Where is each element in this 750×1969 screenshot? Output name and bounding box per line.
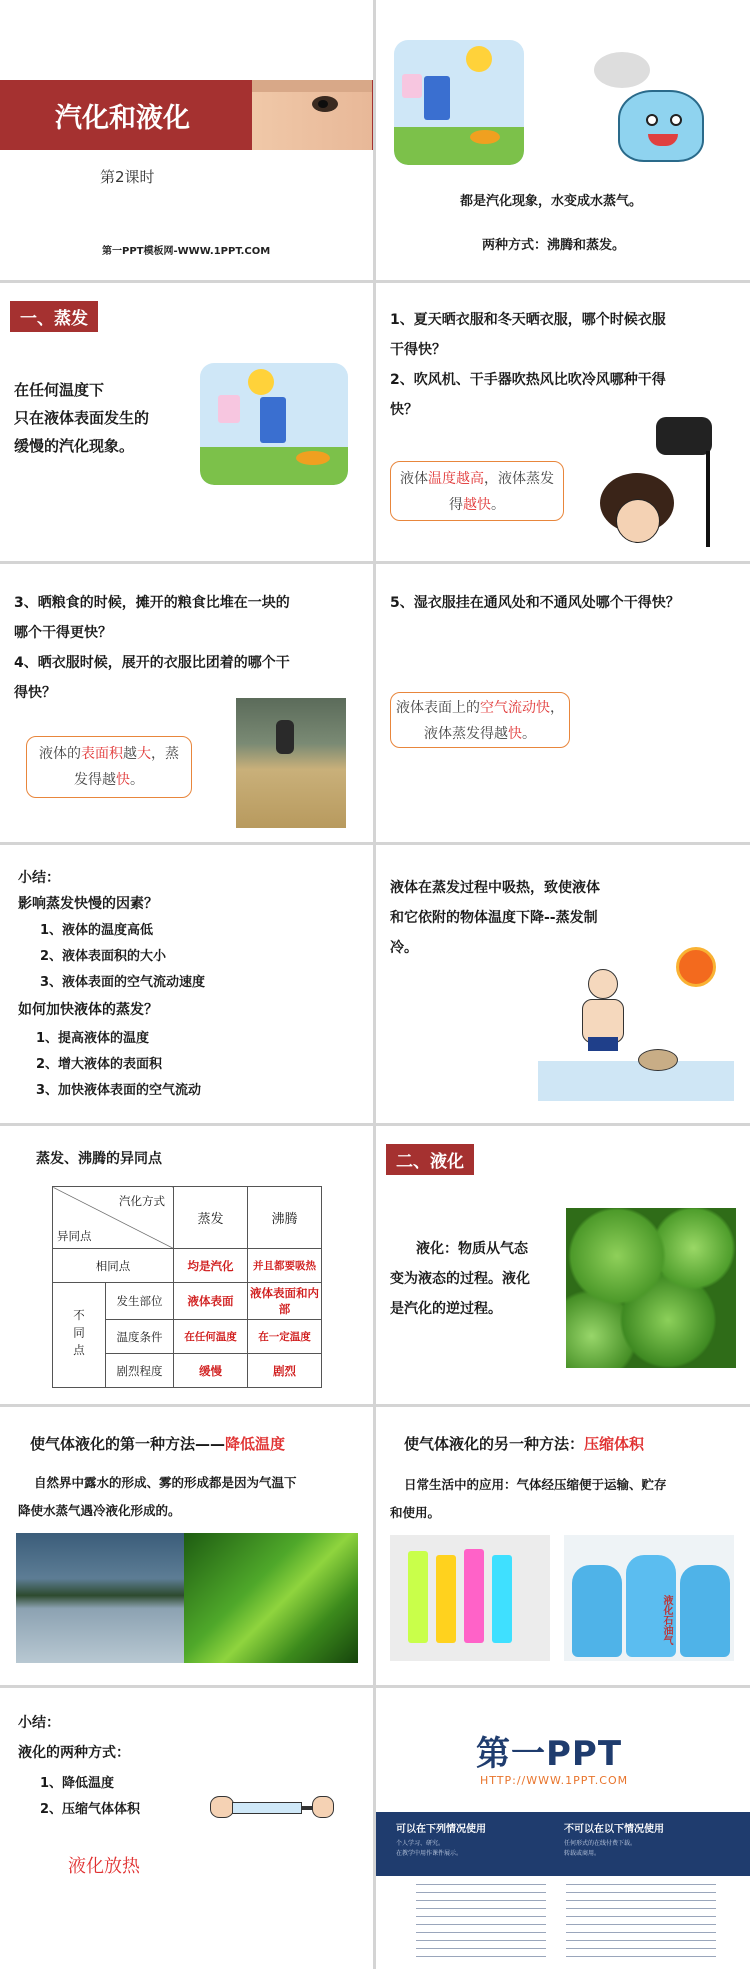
section-heading-liquefaction: 二、液化 [386, 1144, 474, 1175]
summary-heading-2: 小结： [18, 1715, 60, 1731]
slide-liquefaction-summary[interactable] [0, 1688, 373, 1969]
question-1-line-2: 干得快？ [390, 342, 446, 358]
header-evaporation: 蒸发 [174, 1187, 248, 1249]
site-credit: 第一PPT模板网-WWW.1PPT.COM [102, 246, 271, 257]
dewy-leaves-photo [566, 1208, 736, 1368]
child-face-photo [252, 80, 372, 150]
drying-clothes-illustration [394, 40, 524, 165]
slide-compression-liquefaction[interactable] [376, 1407, 750, 1685]
slide-surface-area-factor[interactable] [0, 564, 373, 842]
two-ways-note: 两种方式：沸腾和蒸发。 [482, 238, 626, 253]
diff-label-temperature: 温度条件 [106, 1320, 174, 1354]
way-1: 1、降低温度 [40, 1776, 115, 1791]
question-1-line-1: 1、夏天晒衣服和冬天晒衣服，哪个时候衣服 [390, 312, 666, 328]
slide-liquefaction-definition[interactable] [376, 1126, 750, 1404]
slide-copyright[interactable] [376, 1688, 750, 1969]
same-boiling: 并且都要吸热 [248, 1249, 322, 1283]
definition-line-3: 缓慢的汽化现象。 [14, 437, 135, 455]
method-2-title: 使气体液化的另一种方法：压缩体积 [404, 1435, 645, 1453]
question-5: 5、湿衣服挂在通风处和不通风处哪个干得快？ [390, 595, 680, 611]
slide-cooling-liquefaction[interactable] [0, 1407, 373, 1685]
definition-line-1: 在任何温度下 [14, 381, 105, 399]
column-divider [373, 0, 376, 1969]
forbidden-use-1: 任何形式的在线付费下载。 [564, 1840, 637, 1847]
boiling-kettle-illustration [586, 50, 721, 168]
allowed-use-title: 可以在下列情况使用 [396, 1824, 486, 1835]
row-divider [0, 1685, 750, 1688]
lighters-photo [390, 1535, 550, 1661]
diff-intensity-evaporation: 缓慢 [174, 1354, 248, 1388]
liquefaction-line-1: 液化：物质从气态 [416, 1241, 528, 1257]
swimmer-sun-illustration [538, 945, 734, 1105]
dew-fog-line-1: 自然界中露水的形成、雾的形成都是因为气温下 [34, 1475, 297, 1490]
row-divider [0, 842, 750, 845]
question-2-line-2: 快？ [390, 402, 418, 418]
slide-title[interactable] [0, 0, 373, 280]
summary-heading: 小结： [18, 870, 60, 886]
conclusion-box-surface-area: 液体的表面积越大，蒸 发得越快。 [26, 736, 192, 798]
header-boiling: 沸腾 [248, 1187, 322, 1249]
row-divider [0, 1123, 750, 1126]
slide-comparison-table[interactable] [0, 1126, 373, 1404]
diff-label-intensity: 剧烈程度 [106, 1354, 174, 1388]
hair-dryer-illustration [594, 411, 734, 551]
title-text: 汽化和液化 [55, 103, 190, 134]
diff-temperature-evaporation: 在任何温度 [174, 1320, 248, 1354]
factor-3: 3、液体表面的空气流动速度 [40, 975, 206, 990]
link-list-right [566, 1884, 716, 1962]
row-label-same: 相同点 [53, 1249, 174, 1283]
allowed-use-2: 在教学中用作课件展示。 [396, 1850, 463, 1857]
diff-intensity-boiling: 剧烈 [248, 1354, 322, 1388]
allowed-use-1: 个人学习、研究。 [396, 1840, 445, 1847]
factor-1: 1、液体的温度高低 [40, 923, 154, 938]
slide-airflow-factor[interactable] [376, 564, 750, 842]
slide-temperature-factor[interactable] [376, 283, 750, 561]
comparison-title: 蒸发、沸腾的异同点 [36, 1151, 162, 1167]
liquefaction-line-2: 变为液态的过程。液化 [390, 1271, 530, 1287]
cylinder-label: 液化石油气 [661, 1595, 672, 1645]
liquefaction-line-3: 是汽化的逆过程。 [390, 1301, 502, 1317]
question-2-line-1: 2、吹风机、干手器吹热风比吹冷风哪种干得 [390, 372, 666, 388]
slide-evaporative-cooling[interactable] [376, 845, 750, 1123]
method-1-title: 使气体液化的第一种方法——降低温度 [30, 1435, 286, 1453]
drying-grain-photo [236, 698, 346, 828]
question-3-line-2: 哪个干得更快？ [14, 625, 112, 641]
misty-lake-photo [16, 1533, 184, 1663]
conclusion-box-temperature: 液体温度越高，液体蒸发 得越快。 [390, 461, 564, 521]
slide-evaporation-definition[interactable] [0, 283, 373, 561]
application-line-1: 日常生活中的应用：气体经压缩便于运输、贮存 [404, 1477, 667, 1492]
table-corner-cell: 汽化方式 异同点 [53, 1187, 174, 1249]
forbidden-use-2: 转载或商用。 [564, 1850, 601, 1857]
conclusion-box-airflow: 液体表面上的空气流动快， 液体蒸发得越快。 [390, 692, 570, 748]
section-heading-evaporation: 一、蒸发 [10, 301, 98, 332]
lesson-number: 第2课时 [100, 168, 155, 186]
liquefaction-ways-question: 液化的两种方式： [18, 1745, 130, 1761]
syringe-compression-illustration [200, 1784, 340, 1830]
same-evaporation: 均是汽化 [174, 1249, 248, 1283]
row-label-diff: 不同点 [53, 1283, 106, 1388]
dew-fog-line-2: 降使水蒸气遇冷液化形成的。 [18, 1503, 181, 1518]
brand-logo: 第一PPT [476, 1734, 623, 1774]
definition-line-2: 只在液体表面发生的 [14, 409, 150, 427]
cooling-line-1: 液体在蒸发过程中吸热，致使液体 [390, 880, 600, 896]
row-divider [0, 1404, 750, 1407]
dew-drops-leaf-photo [184, 1533, 358, 1663]
application-line-2: 和使用。 [390, 1505, 441, 1520]
diff-label-location: 发生部位 [106, 1283, 174, 1320]
link-list-left [416, 1884, 546, 1962]
drying-clothes-illustration [200, 363, 348, 485]
comparison-table [52, 1186, 322, 1388]
diff-location-boiling: 液体表面和内部 [248, 1283, 322, 1320]
question-4-line-1: 4、晒衣服时候，展开的衣服比团着的哪个干 [14, 655, 290, 671]
diff-location-evaporation: 液体表面 [174, 1283, 248, 1320]
method-2: 2、增大液体的表面积 [36, 1057, 163, 1072]
brand-url[interactable]: HTTP://WWW.1PPT.COM [480, 1774, 629, 1787]
cooling-line-3: 冷。 [390, 940, 418, 956]
forbidden-use-title: 不可以在以下情况使用 [564, 1824, 664, 1835]
diff-temperature-boiling: 在一定温度 [248, 1320, 322, 1354]
factors-question: 影响蒸发快慢的因素？ [18, 896, 158, 912]
factor-2: 2、液体表面积的大小 [40, 949, 167, 964]
method-1: 1、提高液体的温度 [36, 1031, 150, 1046]
method-3: 3、加快液体表面的空气流动 [36, 1083, 202, 1098]
question-4-line-2: 得快？ [14, 685, 56, 701]
row-divider [0, 561, 750, 564]
phenomenon-note: 都是汽化现象，水变成水蒸气。 [460, 194, 643, 209]
row-divider [0, 280, 750, 283]
way-2: 2、压缩气体体积 [40, 1802, 141, 1817]
gas-cylinders-photo [564, 1535, 734, 1661]
question-3-line-1: 3、晒粮食的时候，摊开的粮食比堆在一块的 [14, 595, 290, 611]
liquefaction-releases-heat: 液化放热 [68, 1856, 140, 1877]
cooling-line-2: 和它依附的物体温度下降--蒸发制 [390, 910, 598, 926]
slide-evaporation-summary[interactable] [0, 845, 373, 1123]
speedup-question: 如何加快液体的蒸发？ [18, 1002, 158, 1018]
slide-evaporation-examples[interactable] [376, 0, 750, 280]
